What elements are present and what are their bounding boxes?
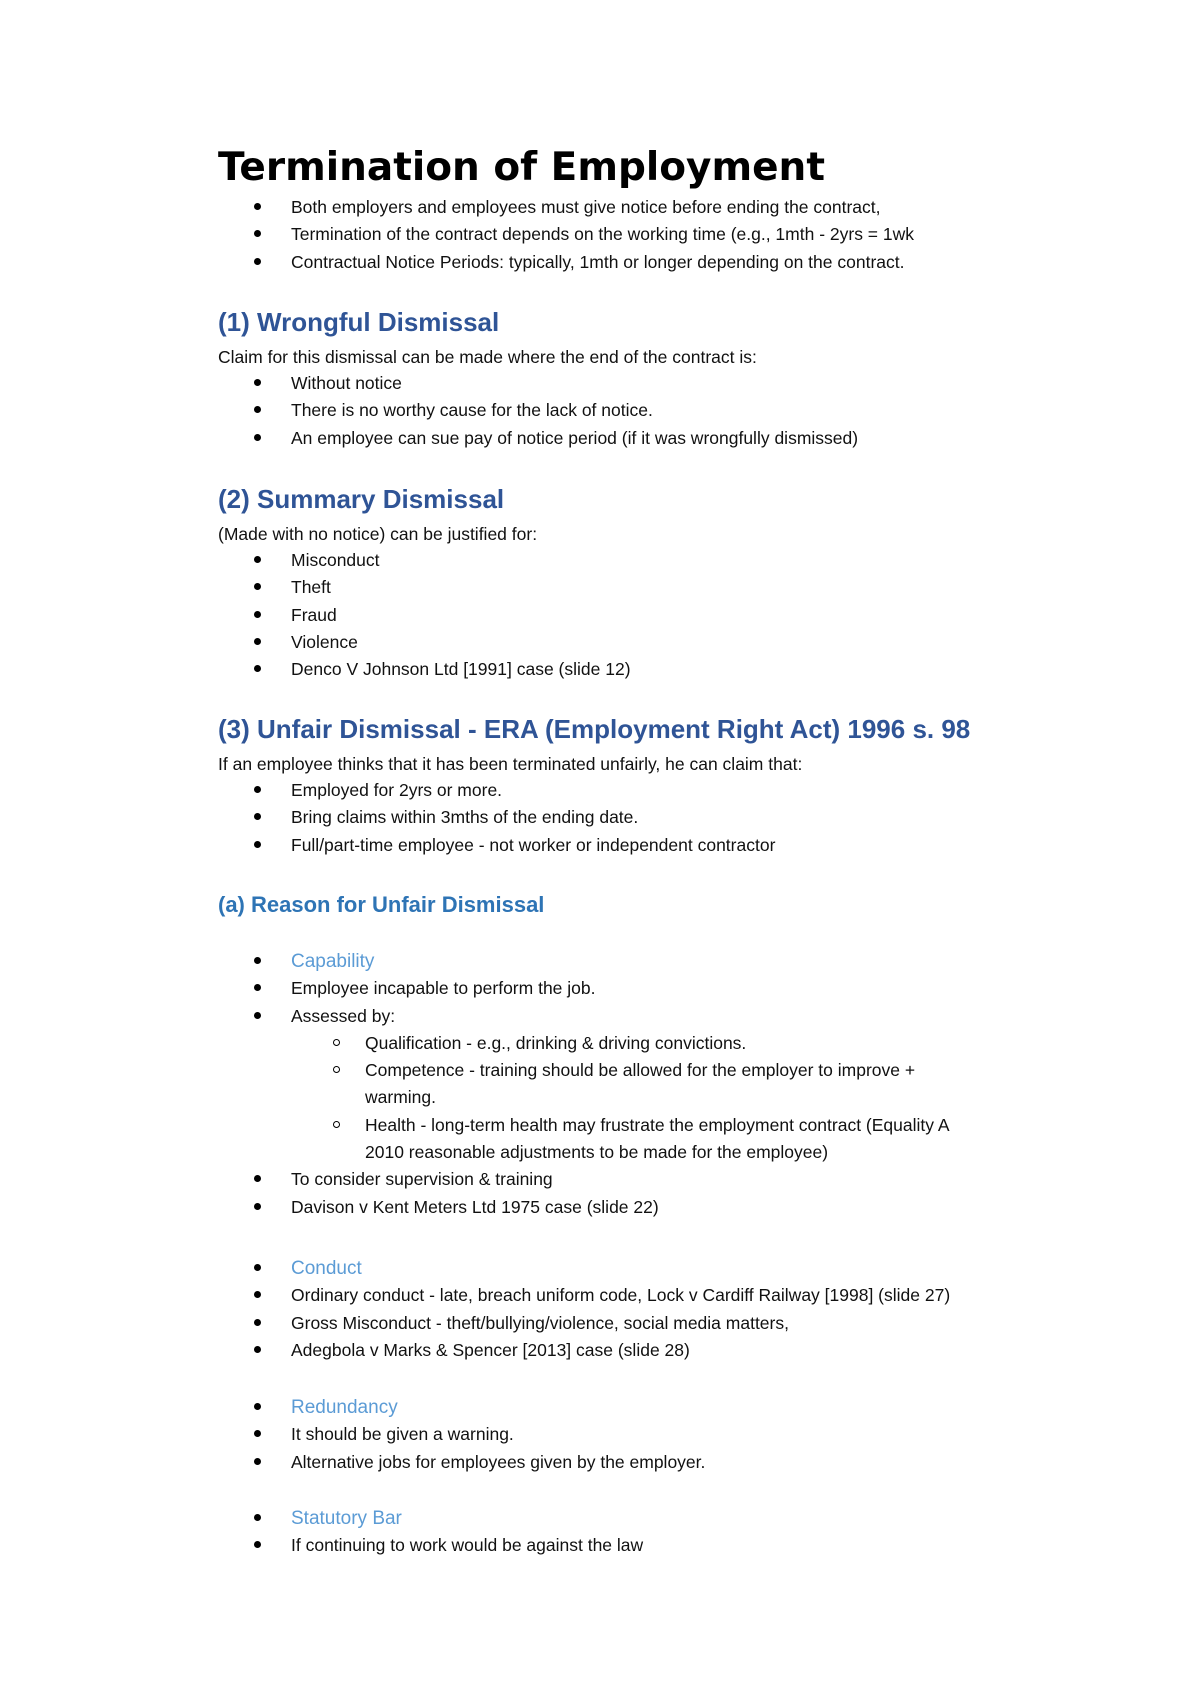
category-conduct: Conduct xyxy=(0,1255,950,1282)
list-item: Assessed by: xyxy=(0,1003,950,1030)
bullet-icon xyxy=(254,434,261,441)
bullet-icon xyxy=(254,203,261,210)
list-item: Davison v Kent Meters Ltd 1975 case (slide 22) xyxy=(0,1194,950,1221)
sub-list-item: Competence - training should be allowed for the employer to improve + xyxy=(0,1057,950,1084)
circle-bullet-icon xyxy=(333,1039,340,1046)
list-item: Without notice xyxy=(0,370,858,397)
circle-bullet-icon xyxy=(333,1066,340,1073)
list-item: Adegbola v Marks & Spencer [2013] case (slide 28) xyxy=(0,1337,950,1364)
reasons-heading: (a) Reason for Unfair Dismissal xyxy=(218,892,545,917)
list-item: Bring claims within 3mths of the ending date. xyxy=(0,804,775,831)
wrongful-bullet-list xyxy=(0,370,858,452)
unfair-dismissal-heading: (3) Unfair Dismissal - ERA (Employment Right Act) 1996 s. 98 xyxy=(218,714,971,744)
list-item: Both employers and employees must give notice before ending the contract, xyxy=(0,194,914,221)
bullet-icon xyxy=(254,611,261,618)
list-item: Fraud xyxy=(0,602,631,629)
sub-list-item-continuation: 2010 reasonable adjustments to be made for the employee) xyxy=(365,1142,829,1163)
bullet-icon xyxy=(254,379,261,386)
wrongful-dismissal-heading: (1) Wrongful Dismissal xyxy=(218,307,500,337)
intro-bullet-list xyxy=(0,194,914,276)
bullet-icon xyxy=(254,230,261,237)
category-redundancy: Redundancy xyxy=(0,1394,705,1421)
bullet-icon xyxy=(254,1012,261,1019)
list-item: Employed for 2yrs or more. xyxy=(0,777,775,804)
bullet-icon xyxy=(254,1541,261,1548)
list-item: Alternative jobs for employees given by the employer. xyxy=(0,1449,705,1476)
bullet-icon xyxy=(254,813,261,820)
bullet-icon xyxy=(254,1319,261,1326)
list-item: There is no worthy cause for the lack of notice. xyxy=(0,397,858,424)
list-item: Gross Misconduct - theft/bullying/violence, social media matters, xyxy=(0,1310,950,1337)
category-statutory-bar: Statutory Bar xyxy=(0,1505,643,1532)
bullet-icon xyxy=(254,665,261,672)
list-item: Termination of the contract depends on the working time (e.g., 1mth - 2yrs = 1wk xyxy=(0,221,914,248)
bullet-icon xyxy=(254,841,261,848)
list-item: Ordinary conduct - late, breach uniform code, Lock v Cardiff Railway [1998] (slide 27) xyxy=(0,1282,950,1309)
list-item: Full/part-time employee - not worker or independent contractor xyxy=(0,832,775,859)
bullet-icon xyxy=(254,1203,261,1210)
sub-list-item: Qualification - e.g., drinking & driving convictions. xyxy=(0,1030,950,1057)
list-item: To consider supervision & training xyxy=(0,1166,950,1193)
bullet-icon xyxy=(254,957,261,964)
summary-dismissal-text: (Made with no notice) can be justified for: xyxy=(218,524,538,544)
sub-list-item: Health - long-term health may frustrate the employment contract (Equality A xyxy=(0,1112,950,1139)
bullet-icon xyxy=(254,1175,261,1182)
page-title: Termination of Employment xyxy=(218,145,825,190)
bullet-icon xyxy=(254,786,261,793)
bullet-icon xyxy=(254,1264,261,1271)
bullet-icon xyxy=(254,984,261,991)
circle-bullet-icon xyxy=(333,1121,340,1128)
summary-bullet-list xyxy=(0,547,631,683)
list-item: Theft xyxy=(0,574,631,601)
summary-dismissal-heading: (2) Summary Dismissal xyxy=(218,484,505,514)
bullet-icon xyxy=(254,1514,261,1521)
sub-list-item-continuation: warming. xyxy=(365,1087,436,1108)
bullet-icon xyxy=(254,638,261,645)
bullet-icon xyxy=(254,258,261,265)
list-item: Employee incapable to perform the job. xyxy=(0,975,950,1002)
list-item: Denco V Johnson Ltd [1991] case (slide 12) xyxy=(0,656,631,683)
conduct-list xyxy=(0,1255,950,1364)
bullet-icon xyxy=(254,406,261,413)
list-item: Contractual Notice Periods: typically, 1mth or longer depending on the contract. xyxy=(0,249,914,276)
bullet-icon xyxy=(254,583,261,590)
bullet-icon xyxy=(254,1291,261,1298)
redundancy-list xyxy=(0,1394,705,1476)
capability-list xyxy=(0,948,950,1221)
bullet-icon xyxy=(254,556,261,563)
statutory-bar-list xyxy=(0,1505,643,1560)
list-item: If continuing to work would be against the law xyxy=(0,1532,643,1559)
bullet-icon xyxy=(254,1403,261,1410)
list-item: An employee can sue pay of notice period (if it was wrongfully dismissed) xyxy=(0,425,858,452)
bullet-icon xyxy=(254,1458,261,1465)
category-capability: Capability xyxy=(0,948,950,975)
list-item: Violence xyxy=(0,629,631,656)
unfair-bullet-list xyxy=(0,777,775,859)
list-item: Misconduct xyxy=(0,547,631,574)
bullet-icon xyxy=(254,1430,261,1437)
list-item: It should be given a warning. xyxy=(0,1421,705,1448)
unfair-dismissal-text: If an employee thinks that it has been terminated unfairly, he can claim that: xyxy=(218,754,803,774)
wrongful-dismissal-text: Claim for this dismissal can be made where the end of the contract is: xyxy=(218,347,757,367)
bullet-icon xyxy=(254,1346,261,1353)
